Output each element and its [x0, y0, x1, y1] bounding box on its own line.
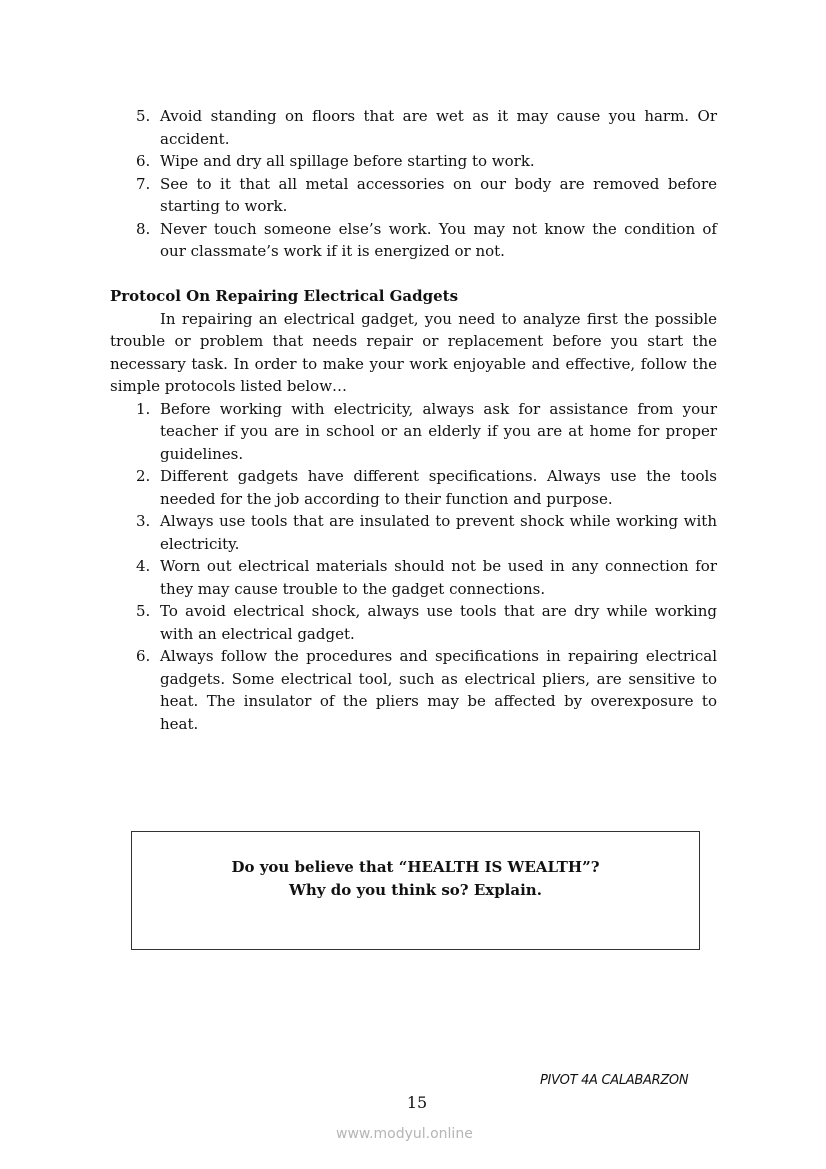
- list-item: 8. Never touch someone else’s work. You may not know the condition of our classmate’s work if it is energized or not.: [136, 219, 717, 260]
- safety-list: [110, 105, 717, 263]
- list-item: 4. Worn out electrical materials should not be used in any connection for they may cause trouble to the gadget connections.: [136, 557, 717, 598]
- footer-brand: PIVOT 4A CALABARZON: [540, 1073, 689, 1088]
- page-number: 15: [406, 1093, 428, 1112]
- list-item: 2. Different gadgets have different specifications. Always use the tools needed for the job according to their function and purpose.: [136, 467, 717, 508]
- watermark: www.modyul.online: [336, 1126, 473, 1142]
- question-line-1: Do you believe that “HEALTH IS WEALTH”?: [231, 858, 600, 876]
- list-item: 6. Always follow the procedures and specifications in repairing electrical gadgets. Some electrical tool, such as electrical pliers, are sensitive to heat. The insulator of the pliers may be affected by overexposure to heat.: [136, 647, 717, 733]
- list-item: 3. Always use tools that are insulated to prevent shock while working with electricity.: [136, 512, 717, 553]
- intro-paragraph: In repairing an electrical gadget, you need to analyze first the possible trouble or problem that needs repair or replacement before you start the necessary task. In order to make your work enjoyable and effective, follow the simple protocols listed below…: [110, 309, 717, 395]
- question-box: [131, 831, 700, 950]
- question-line-2: Why do you think so? Explain.: [289, 880, 542, 899]
- list-item: 5. To avoid electrical shock, always use tools that are dry while working with an electrical gadget.: [136, 602, 717, 643]
- list-item: 5. Avoid standing on floors that are wet as it may cause you harm. Or accident.: [136, 107, 717, 148]
- list-item: 7. See to it that all metal accessories on our body are removed before starting to work.: [136, 174, 717, 215]
- protocol-section: [110, 285, 717, 735]
- section-heading: Protocol On Repairing Electrical Gadgets: [110, 287, 459, 305]
- list-item: 1. Before working with electricity, always ask for assistance from your teacher if you are in school or an elderly if you are at home for proper guidelines.: [136, 399, 717, 463]
- list-item: 6. Wipe and dry all spillage before starting to work.: [136, 152, 535, 170]
